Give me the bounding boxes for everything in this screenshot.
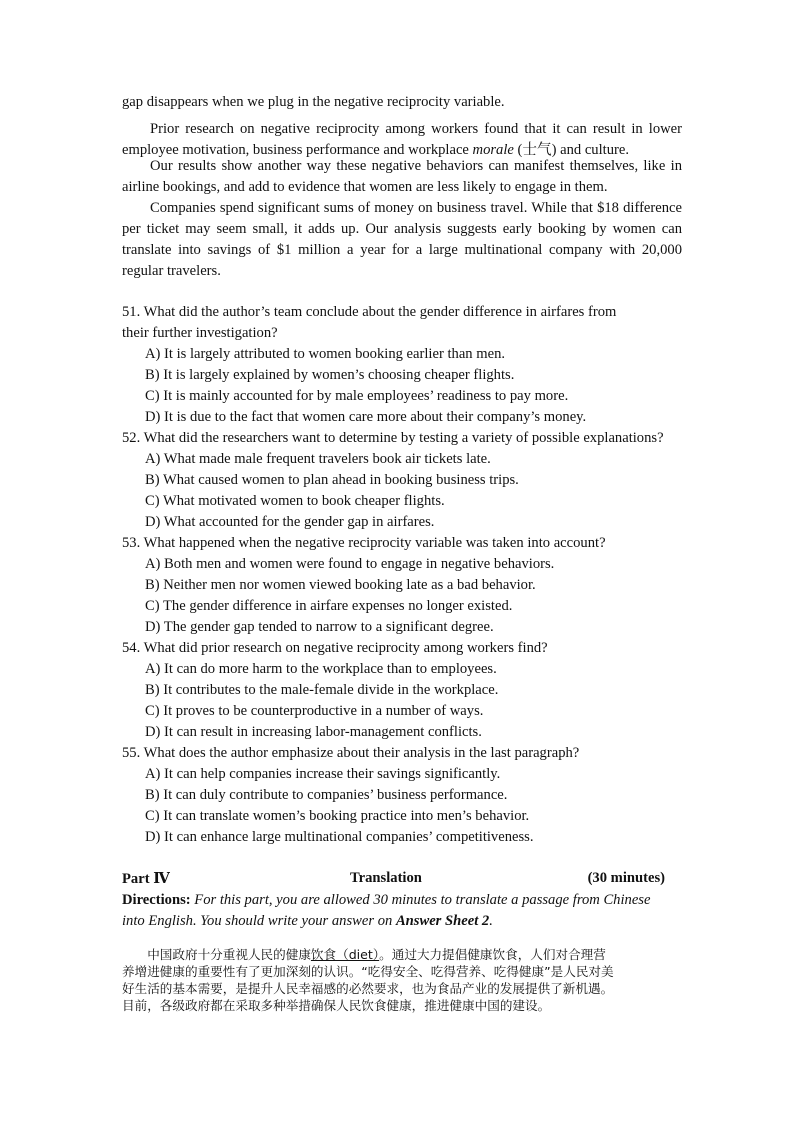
chinese-line-2: 养增进健康的重要性有了更加深刻的认识。“吃得安全、吃得营养、吃得健康”是人民对美 — [122, 964, 614, 979]
passage-paragraph-2: Our results show another way these negative behaviors can manifest themselves, like in airline bookings, and add to evidence that women are less likely to engage in them. — [122, 158, 682, 195]
question-54-option-c[interactable]: C) It proves to be counterproductive in a number of ways. — [145, 703, 484, 719]
question-53-option-d[interactable]: D) The gender gap tended to narrow to a significant degree. — [145, 619, 494, 635]
question-53-stem: 53. What happened when the negative reciprocity variable was taken into account? — [122, 535, 606, 551]
directions-end: . — [489, 913, 493, 929]
part-4-title: Translation — [350, 870, 422, 886]
question-53-option-a[interactable]: A) Both men and women were found to engage in negative behaviors. — [145, 556, 555, 572]
question-55-option-a[interactable]: A) It can help companies increase their savings significantly. — [145, 766, 501, 782]
passage-line-0: gap disappears when we plug in the negative reciprocity variable. — [122, 94, 505, 110]
part-4-time: (30 minutes) — [587, 870, 665, 886]
para1-text-a: Prior research on negative reciprocity among workers found that it can result in lower employee motivation, business performance and workplace — [122, 121, 682, 158]
question-52-stem: 52. What did the researchers want to determine by testing a variety of possible explanations? — [122, 430, 664, 446]
question-52-option-b[interactable]: B) What caused women to plan ahead in booking business trips. — [145, 472, 519, 488]
question-51-option-c[interactable]: C) It is mainly accounted for by male employees’ readiness to pay more. — [145, 388, 569, 404]
question-55-option-d[interactable]: D) It can enhance large multinational companies’ competitiveness. — [145, 829, 534, 845]
question-51-option-a[interactable]: A) It is largely attributed to women booking earlier than men. — [145, 346, 506, 362]
chinese-line-1-a: 中国政府十分重视人民的健康 — [122, 947, 311, 962]
question-55-option-c[interactable]: C) It can translate women’s booking practice into men’s behavior. — [145, 808, 530, 824]
passage-paragraph-3: Companies spend significant sums of money on business travel. While that $18 difference per ticket may seem small, it adds up. Our analysis suggests early booking by women can translate into savings of $1 million a year for a large multinational company with 20,000 regular travelers. — [122, 200, 682, 279]
chinese-line-4: 目前，各级政府都在采取多种举措确保人民饮食健康，推进健康中国的建设。 — [122, 998, 551, 1013]
answer-sheet-ref: Answer Sheet 2 — [395, 913, 490, 929]
question-51-stem-line-1: 51. What did the author’s team conclude about the gender difference in airfares from — [122, 304, 617, 320]
chinese-line-1-b: 。通过大力提倡健康饮食，人们对合理营 — [379, 947, 606, 962]
question-52-option-c[interactable]: C) What motivated women to book cheaper flights. — [145, 493, 445, 509]
chinese-line-3: 好生活的基本需要，是提升人民幸福感的必然要求，也为食品产业的发展提供了新机遇。 — [122, 981, 614, 996]
part-4-directions — [122, 890, 667, 932]
question-52-option-a[interactable]: A) What made male frequent travelers book air tickets late. — [145, 451, 491, 467]
passage-paragraph-1 — [122, 119, 682, 161]
question-54-stem: 54. What did prior research on negative reciprocity among workers find? — [122, 640, 548, 656]
part-4-header — [122, 870, 665, 891]
question-54-option-a[interactable]: A) It can do more harm to the workplace than to employees. — [145, 661, 497, 677]
directions-text: For this part, you are allowed 30 minutes to translate a passage from Chinese into English. You should write your answer on — [122, 892, 651, 929]
part-4-label: Part Ⅳ — [122, 871, 170, 887]
question-51-option-b[interactable]: B) It is largely explained by women’s choosing cheaper flights. — [145, 367, 515, 383]
question-54-option-b[interactable]: B) It contributes to the male-female divide in the workplace. — [145, 682, 499, 698]
chinese-line-1 — [122, 946, 670, 963]
question-54-option-d[interactable]: D) It can result in increasing labor-management conflicts. — [145, 724, 482, 740]
para1-italic-word: morale — [472, 142, 514, 158]
question-55-stem: 55. What does the author emphasize about their analysis in the last paragraph? — [122, 745, 580, 761]
question-51-option-d[interactable]: D) It is due to the fact that women care more about their company’s money. — [145, 409, 587, 425]
directions-label: Directions: — [122, 892, 191, 908]
chinese-term-diet: 饮食（diet） — [310, 947, 380, 962]
question-53-option-c[interactable]: C) The gender difference in airfare expenses no longer existed. — [145, 598, 513, 614]
question-55-option-b[interactable]: B) It can duly contribute to companies’ business performance. — [145, 787, 508, 803]
question-53-option-b[interactable]: B) Neither men nor women viewed booking late as a bad behavior. — [145, 577, 536, 593]
question-52-option-d[interactable]: D) What accounted for the gender gap in airfares. — [145, 514, 435, 530]
para1-text-b: (士气) and culture. — [513, 142, 629, 158]
chinese-passage — [122, 946, 670, 1014]
question-51-stem-line-2: their further investigation? — [122, 325, 278, 341]
